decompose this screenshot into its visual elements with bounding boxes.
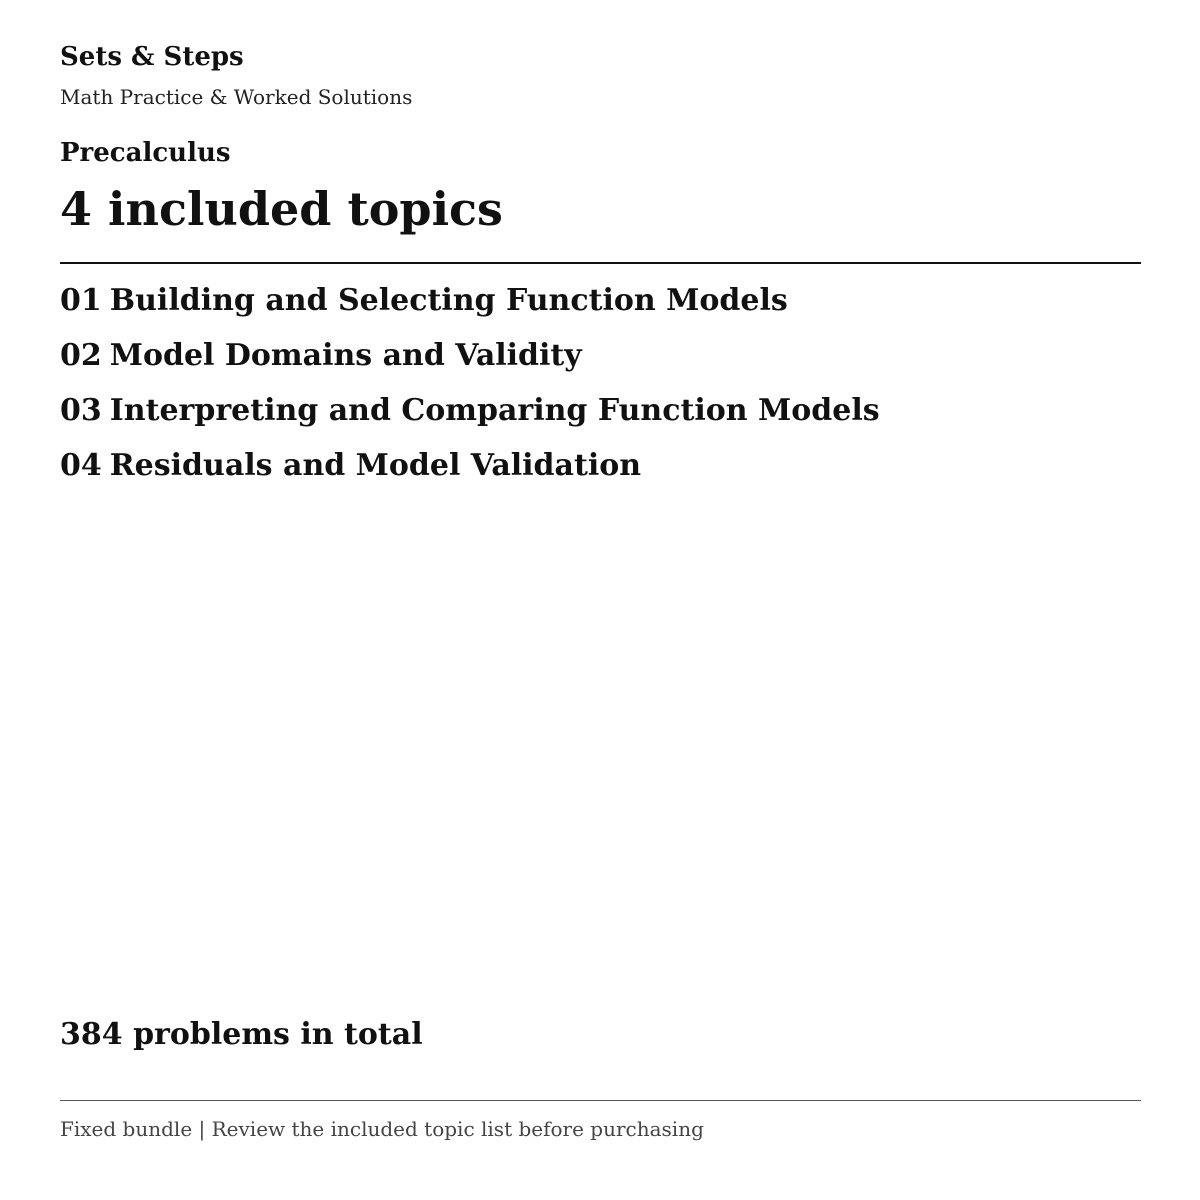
topic-number: 02 [60, 338, 102, 373]
topic-item-3 [60, 390, 1141, 445]
brand-name: Sets & Steps [60, 42, 244, 72]
topic-label: Residuals and Model Validation [109, 448, 642, 483]
brand-tagline: Math Practice & Worked Solutions [60, 85, 413, 109]
problem-total: 384 problems in total [60, 1017, 423, 1052]
course-name: Precalculus [60, 138, 231, 168]
header-divider [60, 262, 1141, 264]
topic-label: Building and Selecting Function Models [109, 283, 788, 318]
topic-label: Model Domains and Validity [109, 338, 582, 373]
footer-divider [60, 1100, 1141, 1101]
topic-number: 04 [60, 448, 102, 483]
topic-item-4 [60, 445, 1141, 500]
bundle-page [60, 0, 1141, 1200]
topic-list [60, 280, 1141, 500]
topic-item-1 [60, 280, 1141, 335]
topic-item-2 [60, 335, 1141, 390]
topic-label: Interpreting and Comparing Function Models [109, 393, 880, 428]
page-title: 4 included topics [60, 182, 503, 236]
topic-number: 01 [60, 283, 102, 318]
footer-note: Fixed bundle | Review the included topic list before purchasing [60, 1117, 704, 1141]
topic-number: 03 [60, 393, 102, 428]
